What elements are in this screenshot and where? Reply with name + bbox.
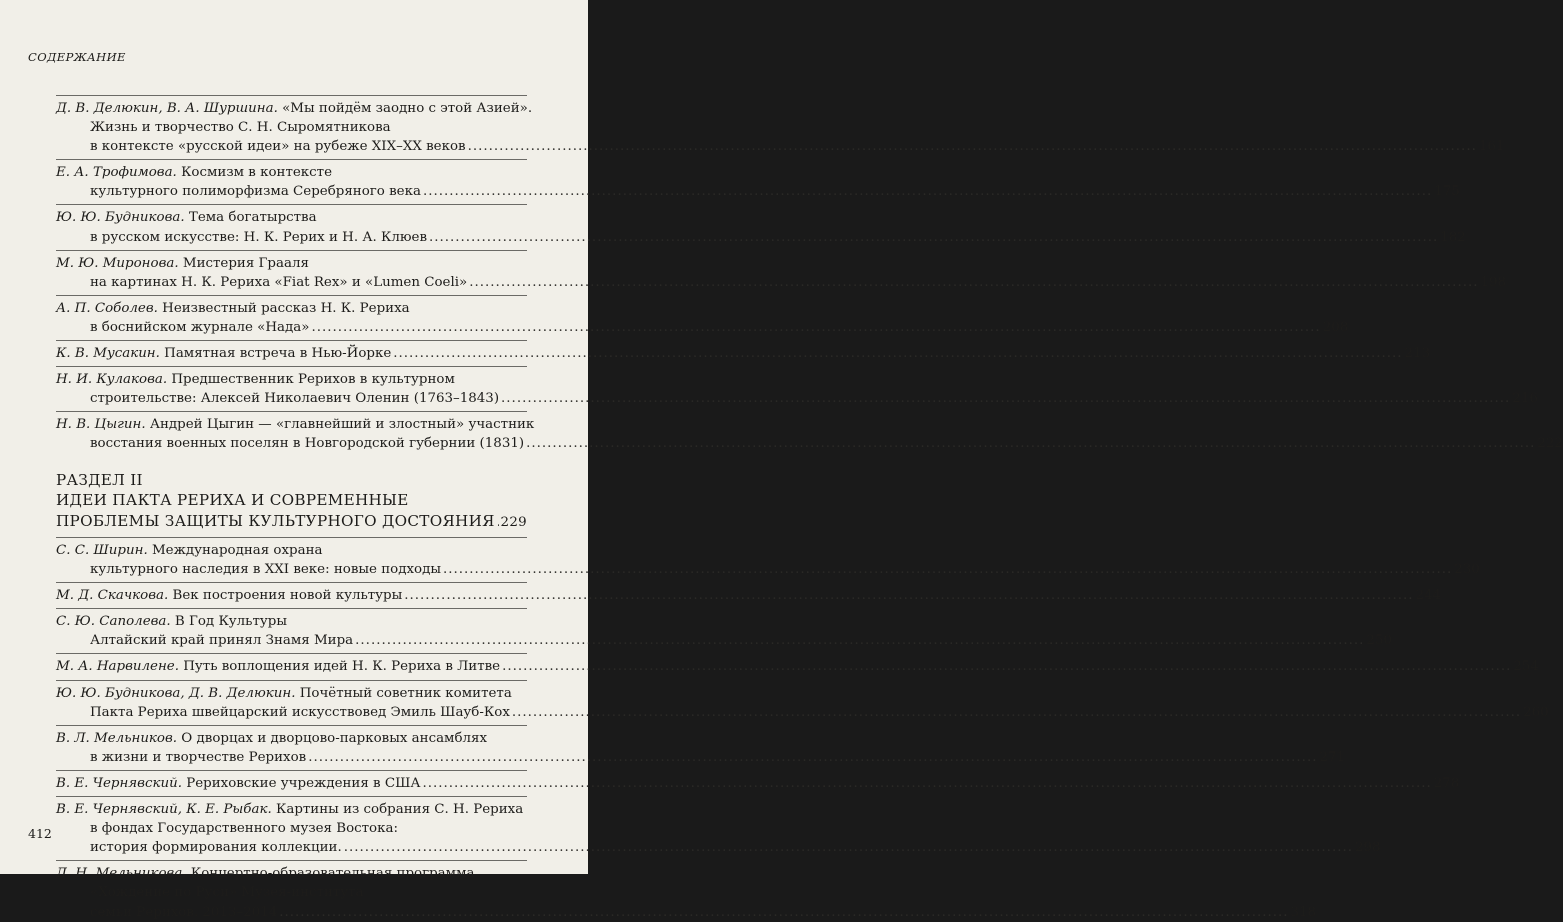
toc-entry[interactable]	[56, 800, 1381, 857]
toc-entry-title: Тема богатырства	[184, 210, 317, 226]
toc-entry-page: 175	[1434, 184, 1460, 200]
toc-entry-title: Почётный советник комитета	[295, 685, 512, 701]
toc-entry-title: В Год Культуры	[170, 614, 287, 630]
toc-entry-line	[56, 299, 527, 318]
toc-entry-title: Концертно-образовательная программа	[186, 866, 475, 882]
toc-entry[interactable]	[56, 370, 1538, 408]
toc-divider	[56, 340, 527, 341]
toc-entry-line	[56, 344, 1431, 363]
toc-entry-author: К. В. Мусакин.	[56, 346, 160, 362]
dot-leader	[526, 434, 1535, 453]
toc-entry-title: строительстве: Алексей Николаевич Оленин (1763–1843)	[90, 391, 500, 407]
toc-divider	[56, 680, 527, 681]
toc-entry-title: Алтайский край принял Знамя Мира	[90, 633, 354, 649]
toc-entry-author: М. Д. Скачкова.	[56, 588, 169, 604]
toc-entry-title: семьи Рерихов. 2013–2014	[90, 904, 278, 920]
toc-entry-title: Памятная встреча в Нью-Йорке	[159, 346, 392, 362]
toc-entry-line	[56, 99, 533, 118]
toc-entry[interactable]	[56, 299, 1349, 337]
toc-divider	[56, 295, 527, 296]
toc-divider	[56, 860, 527, 861]
dot-leader	[393, 344, 1402, 363]
toc-entry-title: культурного наследия в XXI веке: новые подходы	[90, 562, 441, 578]
toc-entry-title: Век построения новой культуры	[168, 588, 403, 604]
toc-entry[interactable]	[56, 864, 1317, 921]
toc-group-a	[56, 95, 1563, 454]
toc-entry-author: Е. А. Трофимова.	[56, 165, 177, 181]
toc-entry[interactable]	[56, 541, 1480, 579]
toc-entry-title: Предшественник Рерихов в культурном	[167, 372, 455, 388]
section-title-line: ПРОБЛЕМЫ ЗАЩИТЫ КУЛЬТУРНОГО ДОСТОЯНИЯ	[56, 511, 495, 530]
toc-entry-line	[56, 541, 527, 560]
toc-entry-author: Д. Н. Мельникова.	[56, 866, 187, 882]
toc-entry-author: С. С. Ширин.	[56, 543, 148, 558]
toc-group-b	[56, 537, 1549, 922]
table-of-contents	[56, 92, 1563, 922]
toc-entry-title: в фондах Государственного музея Востока:	[90, 821, 398, 837]
toc-entry-title: культурного полиморфизма Серебряного века	[90, 184, 421, 200]
toc-divider	[56, 366, 527, 367]
toc-entry-title: Пакта Рериха швейцарский искусствовед Эмиль Шауб-Кох	[90, 704, 510, 720]
toc-entry-title: О дворцах и дворцово-парковых ансамблях	[177, 730, 488, 746]
toc-divider	[56, 653, 527, 654]
dot-leader	[443, 560, 1452, 579]
toc-entry-line	[56, 838, 1381, 857]
toc-entry-line	[56, 903, 1317, 922]
toc-entry-line	[56, 703, 1549, 722]
toc-entry-line	[56, 389, 1538, 408]
toc-entry-page: 244	[1415, 588, 1442, 604]
toc-entry-title: в жизни и творчестве Рерихов	[90, 749, 307, 765]
toc-entry-title: «Хождение по Руси» Музея-института	[90, 885, 364, 901]
toc-entry-author: С. Ю. Саполева.	[56, 614, 171, 630]
toc-entry-title: Мистерия Грааля	[178, 255, 309, 271]
toc-entry-author: Ю. Ю. Будникова.	[56, 210, 185, 226]
dot-leader	[344, 838, 1353, 857]
toc-entry[interactable]	[56, 254, 1507, 292]
toc-entry-author: В. Е. Чернявский.	[56, 775, 182, 791]
toc-entry-line	[56, 182, 1460, 201]
dot-leader	[469, 273, 1478, 292]
toc-divider	[56, 725, 527, 726]
toc-entry-page: 216	[1512, 391, 1538, 407]
toc-entry-author: Д. В. Делюкин, В. А. Шуршина.	[56, 101, 278, 116]
toc-entry-title: в контексте «русской идеи» на рубеже XIX–XX веков	[90, 139, 466, 155]
toc-divider	[56, 770, 527, 771]
toc-entry-line	[56, 370, 527, 389]
toc-entry[interactable]	[56, 163, 1460, 201]
toc-entry-line	[56, 729, 527, 748]
toc-entry-line	[56, 318, 1349, 337]
toc-entry-line	[56, 684, 527, 703]
toc-entry[interactable]	[56, 612, 1392, 650]
dot-leader	[429, 228, 1438, 247]
toc-entry-line	[56, 208, 527, 227]
toc-entry-author: А. П. Соболев.	[56, 300, 158, 316]
toc-entry-title: Андрей Цыгин — «главнейший и злостный» участник	[145, 417, 535, 433]
toc-entry-line	[56, 137, 1505, 156]
toc-entry-page: 208	[1322, 319, 1349, 335]
toc-entry-page: 198	[1480, 274, 1507, 290]
toc-divider	[56, 537, 527, 538]
toc-divider	[56, 582, 527, 583]
toc-entry-title: Космизм в контексте	[176, 165, 332, 181]
toc-entry-title: Путь воплощения идей Н. К. Рериха в Литве	[178, 659, 501, 675]
toc-entry-line	[56, 163, 527, 182]
toc-entry-title: восстания военных поселян в Новгородской губернии (1831)	[90, 436, 525, 452]
toc-entry-page: 230	[1454, 562, 1480, 578]
dot-leader	[311, 318, 1320, 337]
toc-entry-line	[56, 883, 527, 902]
toc-entry[interactable]	[56, 415, 1563, 453]
toc-entry-line	[56, 800, 527, 819]
toc-entry-title: в русском искусстве: Н. К. Рерих и Н. А. Клюев	[90, 229, 427, 245]
dot-leader	[279, 903, 1288, 922]
toc-divider	[56, 159, 527, 160]
toc-entry-author: Н. В. Цыгин.	[56, 417, 146, 433]
toc-entry-line	[56, 560, 1480, 579]
toc-entry-page: 298	[1354, 840, 1381, 856]
toc-entry-line	[56, 631, 1392, 650]
running-header: СОДЕРЖАНИЕ	[28, 50, 126, 64]
toc-entry-author: М. Ю. Миронова.	[56, 255, 179, 271]
dot-leader	[502, 657, 1511, 676]
toc-entry-line	[56, 612, 527, 631]
toc-entry[interactable]	[56, 344, 1431, 363]
dot-leader	[355, 631, 1364, 650]
section-page: 229	[500, 514, 527, 530]
toc-entry-line	[56, 273, 1507, 292]
dot-leader	[512, 703, 1521, 722]
toc-entry[interactable]	[56, 99, 1505, 156]
toc-entry-page: 161	[1478, 139, 1505, 155]
toc-entry[interactable]	[56, 774, 1460, 793]
toc-divider	[56, 796, 527, 797]
toc-entry-title: на картинах Н. К. Рериха «Fiat Rex» и «Lumen Coeli»	[90, 274, 468, 290]
toc-divider	[56, 95, 527, 96]
dot-leader	[497, 513, 499, 534]
toc-entry-line	[56, 415, 535, 434]
section-title-line: ИДЕИ ПАКТА РЕРИХА И СОВРЕМЕННЫЕ	[56, 491, 409, 509]
dot-leader	[501, 389, 1510, 408]
toc-entry[interactable]	[56, 684, 1549, 722]
toc-entry-page: 318	[1290, 904, 1317, 920]
toc-entry-page: 222	[1537, 436, 1563, 452]
toc-divider	[56, 250, 527, 251]
toc-entry-line	[56, 748, 1346, 767]
toc-entry-page: 278	[1433, 775, 1460, 791]
toc-entry-page: 254	[1513, 659, 1539, 675]
toc-entry-title: в боснийском журнале «Нада»	[90, 319, 310, 335]
toc-entry-author: Ю. Ю. Будникова, Д. В. Делюкин.	[56, 685, 296, 701]
dot-leader	[468, 137, 1477, 156]
toc-entry-line	[56, 774, 1460, 793]
toc-entry-title: Жизнь и творчество С. Н. Сыромятникова	[90, 120, 391, 136]
section-label: РАЗДЕЛ II	[56, 470, 143, 489]
toc-entry-line	[56, 434, 1563, 453]
toc-divider	[56, 411, 527, 412]
toc-entry-line	[56, 819, 527, 838]
toc-entry-line	[56, 254, 527, 273]
dot-leader	[308, 748, 1317, 767]
dot-leader	[423, 774, 1432, 793]
toc-entry[interactable]	[56, 657, 1539, 676]
dot-leader	[404, 586, 1413, 605]
section-title-last-line	[56, 511, 527, 534]
toc-entry-title: «Мы пойдём заодно с этой Азией».	[277, 101, 533, 116]
toc-entry-page: 260	[1523, 704, 1549, 720]
toc-entry-page: 271	[1319, 749, 1346, 765]
toc-entry-page: 250	[1366, 633, 1392, 649]
toc-entry-title: Рериховские учреждения в США	[181, 775, 421, 791]
toc-divider	[56, 204, 527, 205]
toc-entry-author: В. Л. Мельников.	[56, 730, 178, 746]
toc-entry-title: история формирования коллекции.	[90, 840, 342, 856]
toc-entry-line	[56, 118, 527, 137]
toc-entry[interactable]	[56, 586, 1442, 605]
toc-entry-title: Неизвестный рассказ Н. К. Рериха	[157, 300, 410, 316]
toc-entry-line	[56, 586, 1442, 605]
toc-entry-line	[56, 657, 1539, 676]
toc-divider	[56, 608, 527, 609]
toc-entry-line	[56, 228, 1466, 247]
toc-entry-title: Международная охрана	[147, 543, 323, 558]
toc-entry-page: 182	[1440, 229, 1466, 245]
toc-entry-line	[56, 864, 527, 883]
toc-entry[interactable]	[56, 208, 1466, 246]
toc-entry-page: 213	[1404, 346, 1431, 362]
toc-entry-author: М. А. Нарвилене.	[56, 659, 179, 675]
toc-entry[interactable]	[56, 729, 1346, 767]
dot-leader	[423, 182, 1432, 201]
page-number: 412	[28, 826, 52, 841]
toc-entry-author: Н. И. Кулакова.	[56, 372, 168, 388]
section-heading	[56, 470, 527, 534]
toc-entry-author: В. Е. Чернявский, К. Е. Рыбак.	[56, 802, 272, 818]
toc-entry-title: Картины из собрания С. Н. Рериха	[271, 802, 524, 818]
